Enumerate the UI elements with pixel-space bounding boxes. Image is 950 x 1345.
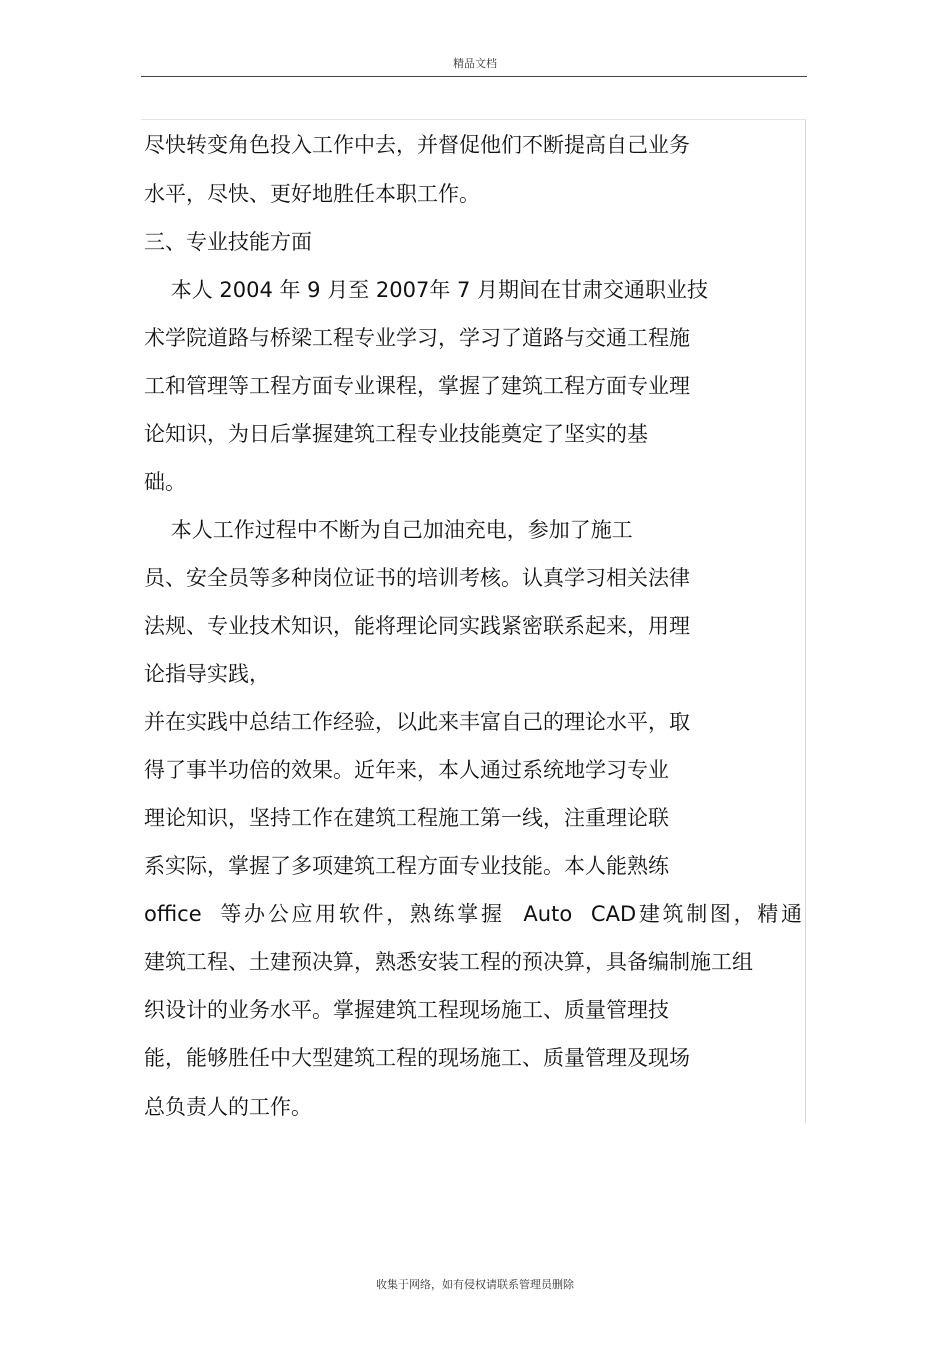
body-line: 工和管理等工程方面专业课程，掌握了建筑工程方面专业理: [144, 374, 690, 398]
body-line: 水平，尽快、更好地胜任本职工作。: [144, 182, 480, 206]
body-line: 础。: [144, 470, 186, 494]
body-line: 系实际，掌握了多项建筑工程方面专业技能。本人能熟练: [144, 854, 669, 878]
body-line: 建筑工程、土建预决算，熟悉安装工程的预决算，具备编制施工组: [144, 950, 753, 974]
header-divider: [141, 76, 807, 77]
body-line: office 等办公应用软件，熟练掌握 Auto CAD建筑制图，精通: [144, 902, 802, 926]
body-line: 并在实践中总结工作经验，以此来丰富自己的理论水平，取: [144, 710, 690, 734]
body-line: 能，能够胜任中大型建筑工程的现场施工、质量管理及现场: [144, 1046, 690, 1070]
body-line: 论指导实践，: [144, 662, 270, 686]
body-line: 本人工作过程中不断为自己加油充电，参加了施工: [144, 518, 633, 542]
body-line: 论知识，为日后掌握建筑工程专业技能奠定了坚实的基: [144, 422, 648, 446]
section-heading: 三、专业技能方面: [144, 230, 312, 254]
body-line: 理论知识，坚持工作在建筑工程施工第一线，注重理论联: [144, 806, 669, 830]
body-line: 织设计的业务水平。掌握建筑工程现场施工、质量管理技: [144, 998, 669, 1022]
body-line: 得了事半功倍的效果。近年来，本人通过系统地学习专业: [144, 758, 669, 782]
page-footer: 收集于网络，如有侵权请联系管理员删除: [376, 1278, 574, 1291]
body-line: 尽快转变角色投入工作中去，并督促他们不断提高自己业务: [144, 133, 690, 157]
body-line: 本人 2004 年 9 月至 2007年 7 月期间在甘肃交通职业技: [144, 278, 709, 302]
body-line: 法规、专业技术知识，能将理论同实践紧密联系起来，用理: [144, 614, 690, 638]
body-line: 术学院道路与桥梁工程专业学习，学习了道路与交通工程施: [144, 326, 690, 350]
body-line: 总负责人的工作。: [144, 1095, 312, 1119]
page-header: 精品文档: [453, 57, 497, 70]
body-line: 员、安全员等多种岗位证书的培训考核。认真学习相关法律: [144, 566, 690, 590]
